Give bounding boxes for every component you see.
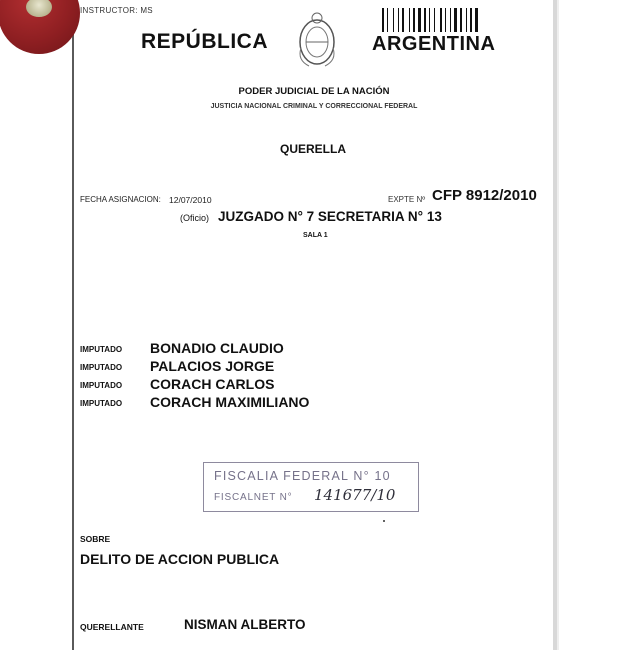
header-argentina: ARGENTINA — [372, 33, 496, 55]
juzgado-secretaria: JUZGADO N° 7 SECRETARIA N° 13 — [218, 209, 442, 224]
folder-edge-line — [72, 0, 74, 650]
stamp-handwritten-number: 141677/10 — [314, 486, 396, 504]
poder-judicial-title: PODER JUDICIAL DE LA NACIÓN — [238, 86, 390, 97]
sobre-label: SOBRE — [80, 534, 111, 544]
header-republica: REPÚBLICA — [141, 30, 269, 53]
querellante-label: QUERELLANTE — [80, 622, 144, 632]
delito-text: DELITO DE ACCION PUBLICA — [80, 551, 280, 567]
imputado-name: PALACIOS JORGE — [150, 358, 275, 374]
imputado-name: BONADIO CLAUDIO — [150, 340, 284, 356]
instructor-label: INSTRUCTOR: MS — [80, 6, 153, 15]
page-right-edge-outer — [557, 0, 559, 650]
oficio-label: (Oficio) — [180, 213, 209, 223]
stamp-fiscalia: FISCALIA FEDERAL N° 10 — [214, 469, 391, 483]
fecha-label: FECHA ASIGNACION: — [80, 195, 161, 204]
imputado-label: IMPUTADO — [80, 381, 123, 390]
imputado-name: CORACH MAXIMILIANO — [150, 394, 310, 410]
imputado-name: CORACH CARLOS — [150, 376, 275, 392]
barcode-icon — [382, 8, 502, 32]
ink-dot — [383, 520, 385, 522]
expte-value: CFP 8912/2010 — [432, 187, 537, 204]
imputado-label: IMPUTADO — [80, 345, 123, 354]
stamp-fiscalnet: FISCALNET N° — [214, 492, 293, 503]
imputado-label: IMPUTADO — [80, 363, 123, 372]
coat-of-arms-icon — [293, 8, 341, 74]
querellante-value: NISMAN ALBERTO — [184, 617, 306, 632]
justicia-subtitle: JUSTICIA NACIONAL CRIMINAL Y CORRECCIONAL FEDERAL — [210, 103, 418, 110]
left-margin — [0, 0, 74, 650]
fecha-value: 12/07/2010 — [169, 195, 212, 205]
expte-label: EXPTE Nº — [388, 195, 426, 204]
document-title: QUERELLA — [280, 142, 346, 156]
imputado-label: IMPUTADO — [80, 399, 123, 408]
fiscalia-stamp — [203, 462, 419, 512]
sala-label: SALA 1 — [303, 232, 328, 239]
